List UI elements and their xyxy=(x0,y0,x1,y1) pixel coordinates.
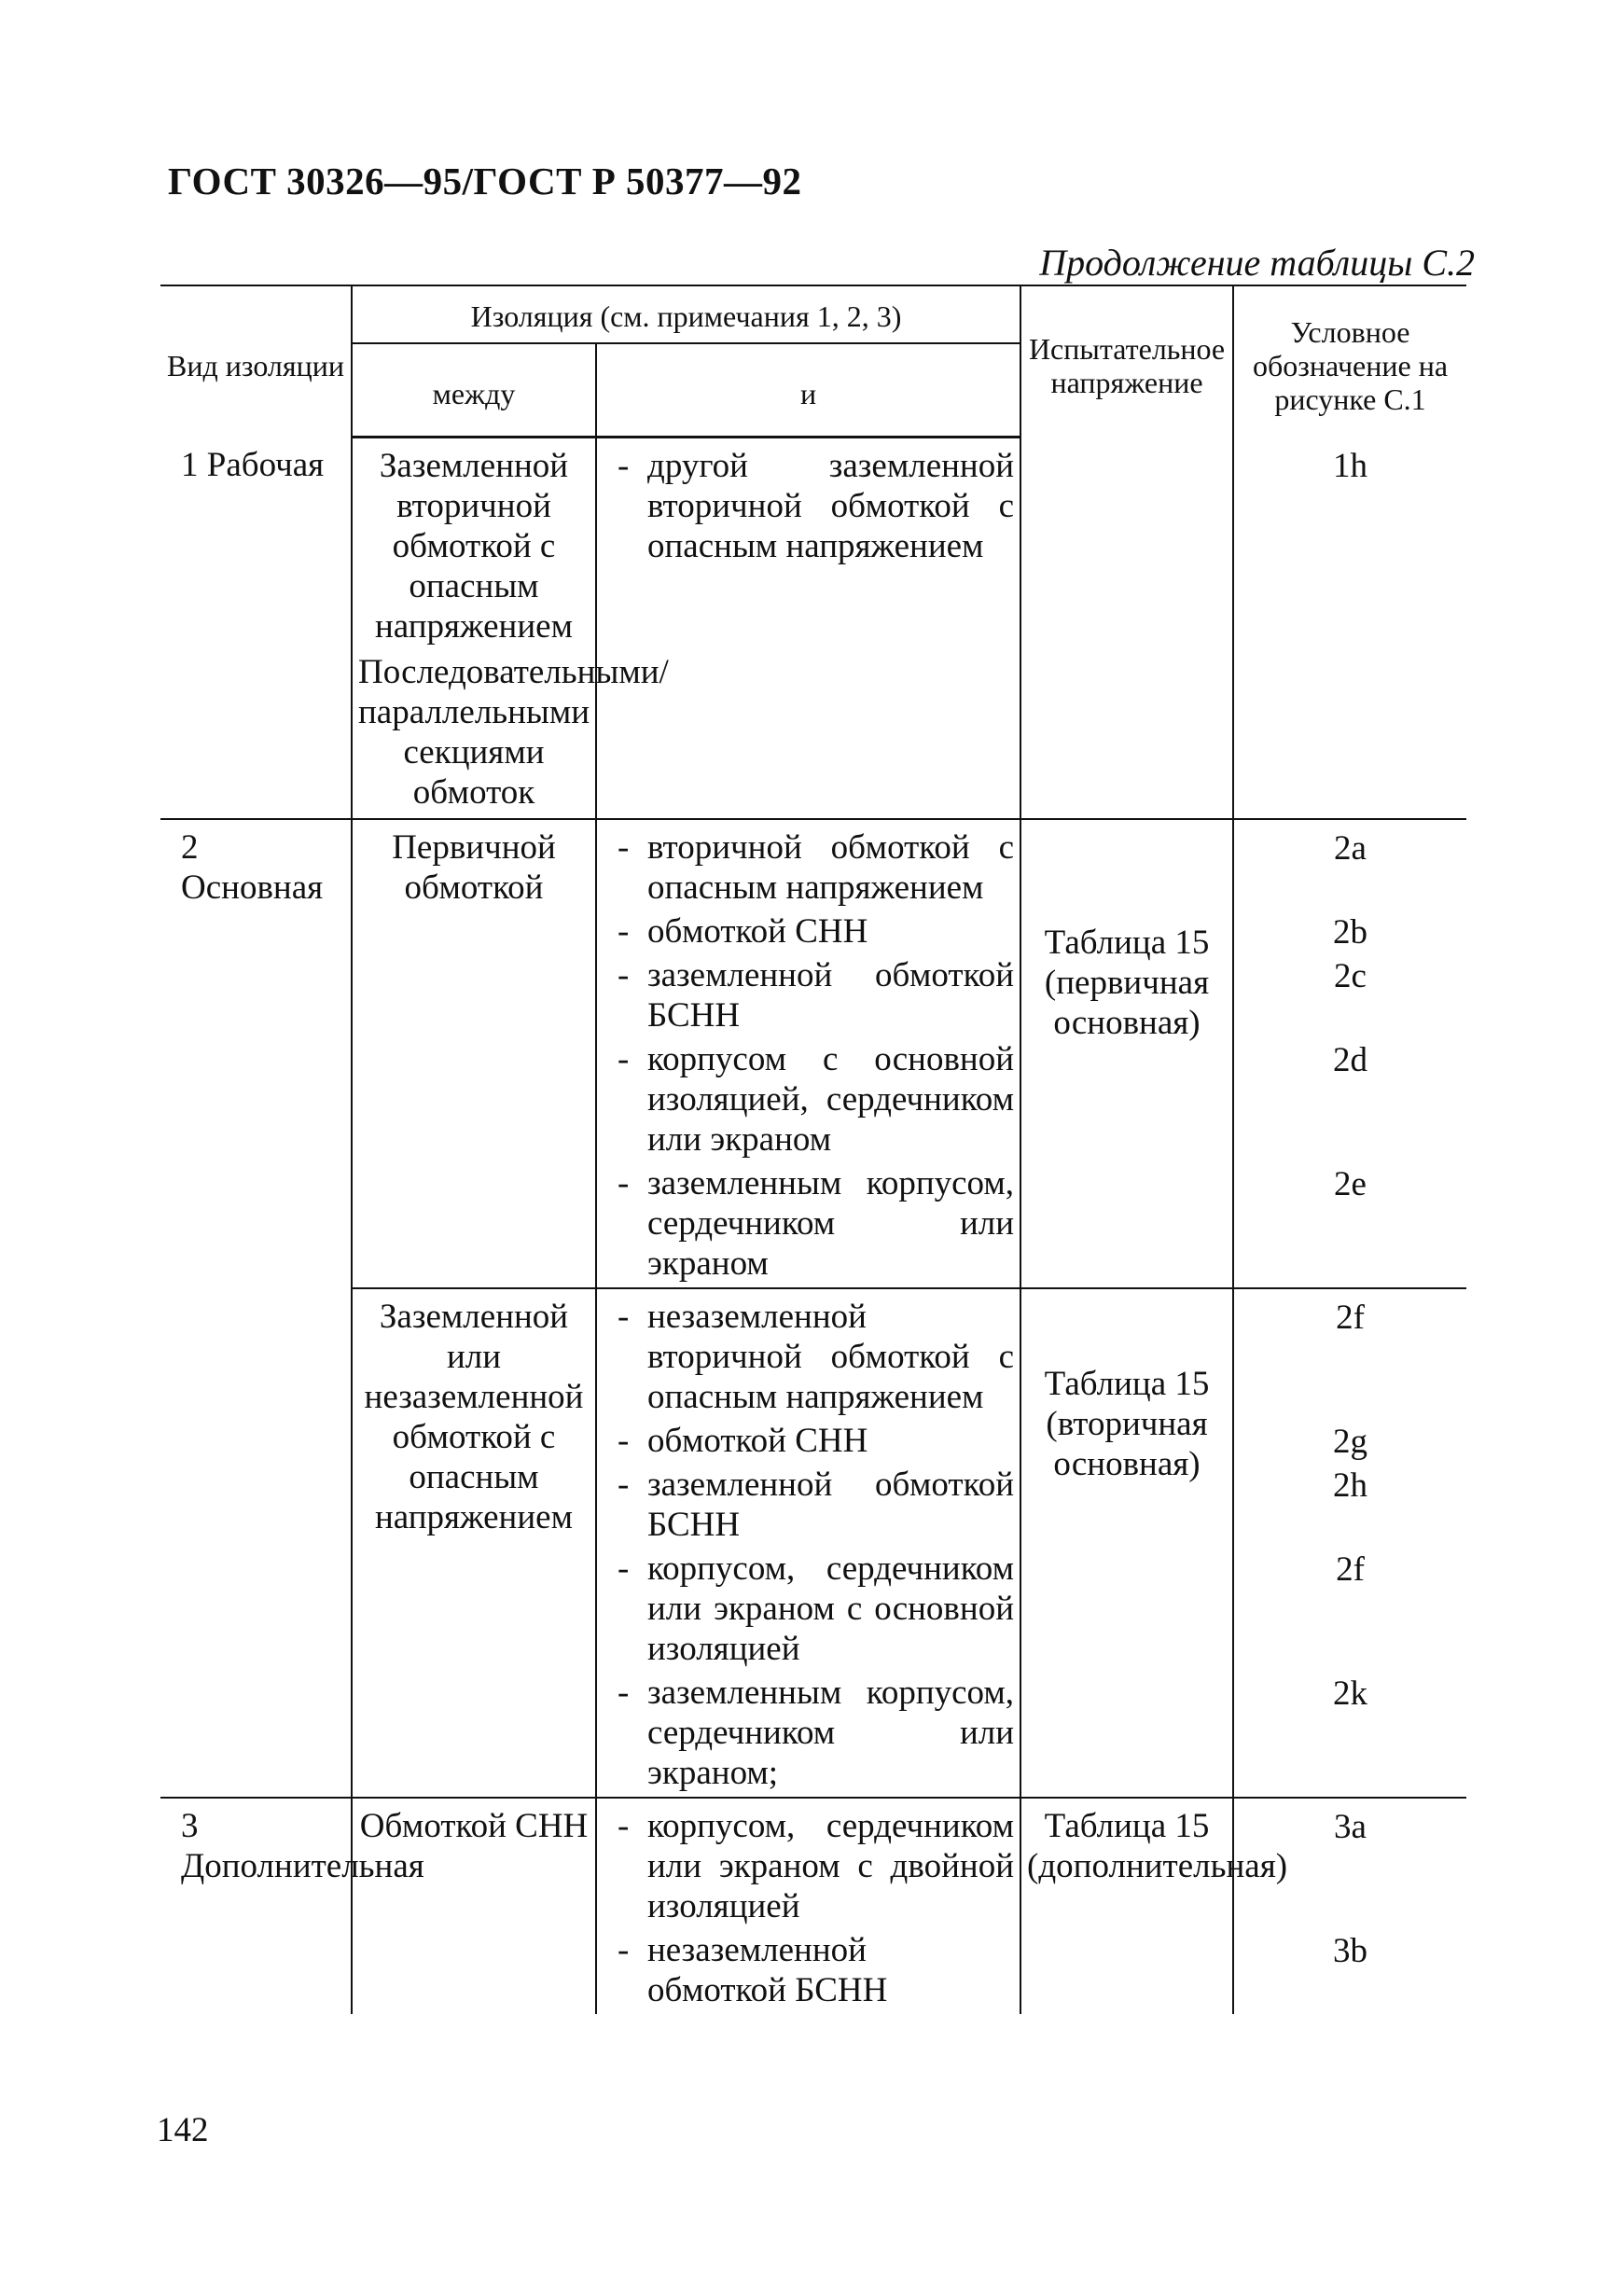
item-text: заземленной обмоткой БСНН xyxy=(647,1466,1015,1544)
between-text: Первичной обмоткой xyxy=(392,828,556,907)
cell-kind xyxy=(160,1288,352,1798)
designation-code: 2a xyxy=(1334,829,1367,868)
item-text: обмоткой СНН xyxy=(647,1422,868,1460)
list-item xyxy=(603,911,1014,952)
table-row xyxy=(160,1288,1466,1798)
designation-code: 2c xyxy=(1334,957,1367,995)
item-text: вторичной обмоткой с опасным напряжением xyxy=(647,828,1015,907)
header-between: между xyxy=(352,343,596,438)
item-text: корпусом, сердечником или экраном с двойной изоляцией xyxy=(647,1807,1015,1925)
cell-test-voltage xyxy=(1020,438,1233,820)
item-text: другой заземленной вторичной обмоткой с опасным напряжением xyxy=(647,447,1015,565)
header-kind: Вид изоляции xyxy=(160,285,352,438)
cell-and xyxy=(596,1798,1020,2014)
header-test-voltage: Испытательное напряжение xyxy=(1020,285,1233,438)
list-item xyxy=(603,1673,1014,1793)
list-item xyxy=(603,1039,1014,1160)
designation-code: 2f xyxy=(1336,1550,1365,1589)
cell-designation xyxy=(1233,1288,1466,1798)
between-text: Обмоткой СНН xyxy=(359,1807,589,1845)
item-text: корпусом, сердечником или экраном с основной изоляцией xyxy=(647,1549,1015,1668)
item-text: заземленным корпусом, сердечником или экраном xyxy=(647,1164,1015,1283)
dash-marker: - xyxy=(618,1466,630,1504)
dash-marker: - xyxy=(618,1674,630,1712)
item-text: корпусом с основной изоляцией, сердечником или экраном xyxy=(647,1040,1015,1159)
list-item xyxy=(603,1297,1014,1417)
header-designation: Условное обозначение на рисунке С.1 xyxy=(1233,285,1466,438)
designation-code: 2e xyxy=(1334,1165,1367,1203)
dash-marker: - xyxy=(618,447,630,485)
designation-code: 1h xyxy=(1333,447,1368,485)
designation-code: 3a xyxy=(1334,1808,1367,1846)
list-item xyxy=(603,1421,1014,1461)
cell-and xyxy=(596,1288,1020,1798)
dash-marker: - xyxy=(618,1931,630,1969)
cell-test-voltage: Таблица 15 (первичная основная) xyxy=(1020,819,1233,1288)
between-text: Последовательными/параллельными секциями обмоток xyxy=(358,653,669,812)
designation-code: 3b xyxy=(1333,1932,1368,1970)
cell-kind: 3 Дополнительная xyxy=(160,1798,352,2014)
cell-designation xyxy=(1233,438,1466,820)
item-text: обмоткой СНН xyxy=(647,912,868,951)
item-text: заземленным корпусом, сердечником или экраном; xyxy=(647,1674,1015,1792)
list-item xyxy=(603,1806,1014,1926)
item-text: незаземленной вторичной обмоткой с опасным напряжением xyxy=(647,1298,1015,1416)
table-row xyxy=(160,819,1466,1288)
cell-designation xyxy=(1233,819,1466,1288)
insulation-table xyxy=(160,285,1466,2014)
header-insulation: Изоляция (см. примечания 1, 2, 3) xyxy=(352,285,1020,343)
page-number: 142 xyxy=(157,2111,209,2149)
dash-marker: - xyxy=(618,956,630,994)
cell-test-voltage: Таблица 15 (дополнительная) xyxy=(1020,1798,1233,2014)
dash-marker: - xyxy=(618,828,630,867)
cell-kind: 1 Рабочая xyxy=(160,438,352,820)
cell-test-voltage: Таблица 15 (вторичная основная) xyxy=(1020,1288,1233,1798)
table-row xyxy=(160,1798,1466,2014)
between-text: Заземленной или незаземленной обмоткой с опасным напряжением xyxy=(364,1298,584,1536)
dash-marker: - xyxy=(618,1422,630,1460)
designation-code: 2b xyxy=(1333,913,1368,952)
list-item xyxy=(603,955,1014,1035)
designation-code: 2k xyxy=(1333,1675,1368,1713)
cell-between xyxy=(352,1798,596,2014)
cell-between xyxy=(352,438,669,820)
item-text: незаземленной обмоткой БСНН xyxy=(647,1931,888,2009)
document-title: ГОСТ 30326—95/ГОСТ Р 50377—92 xyxy=(168,160,802,202)
designation-code: 2f xyxy=(1336,1299,1365,1337)
list-item xyxy=(603,1163,1014,1284)
dash-marker: - xyxy=(618,1298,630,1336)
cell-and xyxy=(596,438,1020,820)
cell-designation xyxy=(1233,1798,1466,2014)
dash-marker: - xyxy=(618,912,630,951)
designation-code: 2g xyxy=(1333,1423,1368,1461)
designation-code: 2h xyxy=(1333,1466,1368,1505)
dash-marker: - xyxy=(618,1807,630,1845)
between-text: Заземленной вторичной обмоткой с опасным напряжением xyxy=(375,447,573,646)
list-item xyxy=(603,1930,1014,2010)
table-continuation-caption: Продолжение таблицы С.2 xyxy=(1039,242,1475,284)
list-item xyxy=(603,827,1014,908)
cell-and xyxy=(596,819,1020,1288)
list-item xyxy=(603,446,1014,566)
dash-marker: - xyxy=(618,1164,630,1202)
item-text: заземленной обмоткой БСНН xyxy=(647,956,1015,1035)
list-item xyxy=(603,1549,1014,1669)
table-row xyxy=(160,438,1466,820)
designation-code: 2d xyxy=(1333,1041,1368,1079)
list-item xyxy=(603,1465,1014,1545)
cell-kind: 2 Основная xyxy=(160,819,352,1288)
dash-marker: - xyxy=(618,1549,630,1588)
header-and: и xyxy=(596,343,1020,438)
dash-marker: - xyxy=(618,1040,630,1078)
cell-between xyxy=(352,1288,596,1798)
cell-between xyxy=(352,819,596,1288)
